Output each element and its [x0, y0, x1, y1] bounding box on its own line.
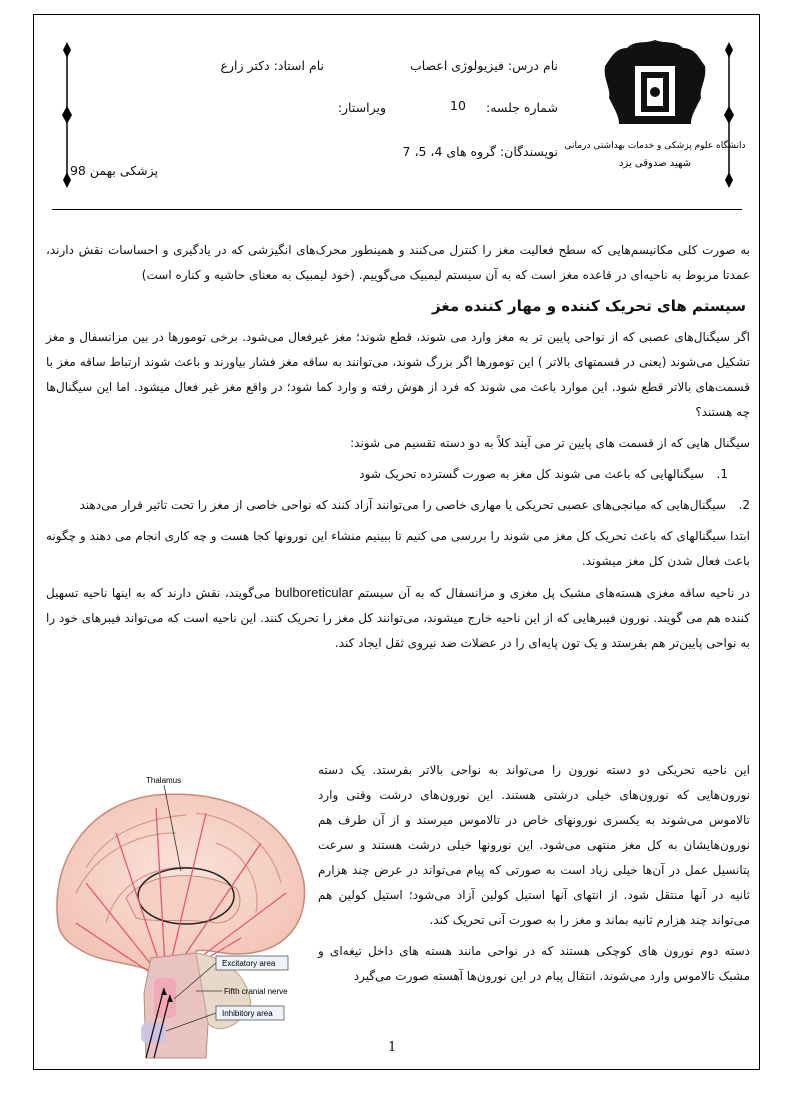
list-text: سیگنالهایی که باعث می شوند کل مغز به صورت گسترده تحریک شود	[359, 467, 704, 481]
header-divider	[52, 209, 742, 210]
main-text	[46, 238, 750, 662]
class-label: پزشکی بهمن 98	[69, 163, 158, 178]
paragraph-6: دسته دوم نورون های کوچکی هستند که در نواحی مانند هسته های داخل تیغه‌ای و مشبک تالاموس وارد می‌شوند. انتقال پیام در این نورون‌ها آهسته صورت می‌گیرد	[318, 944, 750, 983]
paragraph-4	[46, 580, 750, 656]
page-number: 1	[388, 1040, 397, 1055]
paragraph-2: سیگنال هایی که از قسمت های پایین تر می آیند کلاً به دو دسته تقسیم می شوند:	[350, 436, 750, 450]
authors: نویسندگان: گروه های 4، 5، 7	[402, 144, 558, 159]
session-label: شماره جلسه:	[486, 100, 558, 115]
intro-paragraph: به صورت کلی مکانیسم‌هایی که سطح فعالیت مغز را کنترل می‌کنند و همینطور محرک‌های انگیزشی که در یادگیری و احساسات نقش دارند، عمدتا مربوط به ناحیه‌ای در قاعده مغز است که به آن سیستم لیمبیک می‌گوییم. (خود لیمبیک به معنای حاشیه و کناره است)	[46, 243, 750, 282]
side-text	[318, 758, 750, 995]
thalamus-label: Thalamus	[146, 776, 182, 785]
list-number: 2.	[738, 498, 750, 512]
section-title: سیستم های تحریک کننده و مهار کننده مغز	[432, 297, 746, 315]
session-number: 10	[450, 98, 466, 113]
list-item-2	[46, 493, 750, 518]
fifth-cranial-nerve-label: Fifth cranial nerve	[224, 987, 288, 996]
bulboreticular-term: bulboreticular	[274, 585, 354, 600]
paragraph-5: این ناحیه تحریکی دو دسته نورون را می‌تواند به نواحی بالاتر بفرستد. یک دسته نورون‌هایی که نورون‌های خیلی درشتی هستند. این نورون‌های درشت وقتی وارد تالاموس می‌شوند به یکسری نورونهای خاص در تالاموس میرسند و از آن طرف هم نورون‌هایشان به کل مغز منتهی می‌شود. این نورونها خیلی درشت هستند و سرعت پتانسیل عمل در آن‌ها خیلی زیاد است به صورتی که پیام می‌تواند در عرض چند هزارم ثانیه در آنها منتقل شود. از انتهای آنها استیل کولین آزاد می‌شود؛ استیل کولین هم می‌تواند چند هزارم ثانیه بماند و مغز را به صورت آنی تحریک کند.	[318, 763, 750, 927]
p4-part-a: در ناحیه ساقه مغزی هسته‌های مشبک پل مغزی و مزانسفال که به آن سیستم	[357, 586, 750, 600]
paragraph-1: اگر سیگنال‌های عصبی که از نواحی پایین تر به مغز وارد می شوند، قطع شوند؛ مغز غیرفعال می‌شود. برخی تومورها در بین مزانسفال و مغز تشکیل می‌شوند (یعنی در قسمتهای بالاتر ) این تومورها اگر بزرگ شوند، می‌توانند به ساقه مغز فشار بیاورند و باعث شوند ارتباط ساقه مغز با قسمت‌های بالاتر قطع شود. این موارد باعث می شوند که فرد از هوش رفته و وارد کما شود؛ در واقع مغز غیر فعال میشود. اما این سیگنال‌ها چه هستند؟	[46, 330, 750, 419]
brain-figure	[46, 773, 311, 1058]
svg-text:شهید صدوقی یزد: شهید صدوقی یزد	[618, 158, 692, 169]
p4-part-b: می‌گویند، نقش دارند که به اینها ناحیه تسهیل کننده هم می گویند. نورون فیبرهایی که از این ناحیه خارج میشوند، می‌توانند کل مغز را تحریک کنند. این ناحیه است که می‌تواند فیبرهای خود را به نواحی پایین‌تر هم بفرستد و یک تون پایه‌ای را در عضلات ضد نیروی ثقل ایجاد کند.	[46, 586, 750, 650]
course-name: نام درس: فیزیولوژی اعصاب	[409, 58, 558, 73]
paragraph-3: ابتدا سیگنالهای که باعث تحریک کل مغز می شوند را بررسی می کنیم تا ببینیم منشاء این نورونها کجا هست و چه کاری انجام می دهند و چگونه باعث فعال شدن کل مغز میشوند.	[46, 529, 750, 568]
university-logo	[564, 36, 746, 186]
inhibitory-area-label: Inhibitory area	[222, 1009, 273, 1018]
editor-label: ویراستار:	[337, 100, 386, 115]
list-item-1	[46, 462, 750, 487]
ornament-right	[722, 40, 736, 190]
list-text: سیگنال‌هایی که میانجی‌های عصبی تحریکی یا مهاری خاصی را می‌توانند آزاد کنند که نواحی خاصی از مغز را تحت تاثیر قرار می‌دهند	[79, 498, 726, 512]
list-number: 1.	[716, 467, 728, 481]
svg-text:دانشگاه علوم پزشکی و خدمات بهد: دانشگاه علوم پزشکی و خدمات بهداشتی درمانی	[564, 141, 746, 151]
teacher-name: نام استاد: دکتر زارع	[220, 58, 324, 73]
excitatory-area-label: Excitatory area	[222, 959, 276, 968]
